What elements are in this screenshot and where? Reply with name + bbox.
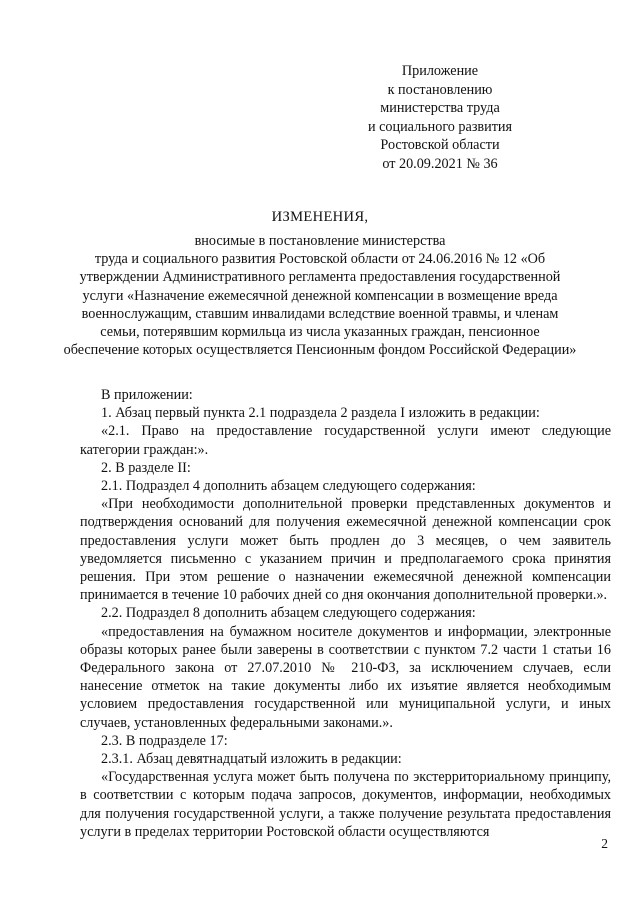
appendix-line: к постановлению: [387, 81, 493, 98]
body-paragraph: 2.1. Подраздел 4 дополнить абзацем следующего содержания:: [101, 478, 476, 495]
page-number: 2: [601, 836, 608, 851]
body-paragraph: 2.2. Подраздел 8 дополнить абзацем следующего содержания:: [101, 605, 476, 622]
subtitle-line: семьи, потерявшим кормильца из числа указанных граждан, пенсионное: [100, 324, 540, 341]
appendix-line: Ростовской области: [380, 137, 500, 154]
document-title: ИЗМЕНЕНИЯ,: [271, 209, 369, 225]
body-paragraph: 2.3. В подразделе 17:: [101, 732, 228, 749]
document-subtitle: [40, 232, 600, 359]
body-paragraph: 2.3.1. Абзац девятнадцатый изложить в редакции:: [101, 751, 402, 768]
body-paragraph: 1. Абзац первый пункта 2.1 подраздела 2 раздела I изложить в редакции:: [101, 405, 540, 422]
subtitle-line: обеспечение которых осуществляется Пенсионным фондом Российской Федерации»: [63, 342, 577, 359]
document-body: [80, 386, 611, 841]
subtitle-line: утверждении Административного регламента предоставления государственной: [79, 269, 561, 286]
subtitle-line: труда и социального развития Ростовской области от 24.06.2016 № 12 «Об: [94, 251, 546, 268]
appendix-line: и социального развития: [367, 118, 513, 135]
body-paragraph: 2. В разделе II:: [101, 459, 191, 476]
body-paragraph: «Государственная услуга может быть получена по экстерриториальному принципу, в соответствии с которым подача запросов, документов, информации, необходимых для получения государственной услуги, а также получение результата предоставления услуги в пределах территории Ростовской области осуществляются: [80, 769, 611, 840]
body-paragraph: «предоставления на бумажном носителе документов и информации, электронные образы которых ранее были заверены в соответствии с пунктом 7.2 части 1 статьи 16 Федерального закона от 27.07.2010 № 210-ФЗ, за исключением случаев, если нанесение отметок на такие документы либо их изъятие является необходимым условием предоставления государственной или муниципальной услуги, и иных случаев, установленных федеральными законами.».: [80, 623, 611, 731]
subtitle-line: военнослужащим, ставшим инвалидами вследствие военной травмы, и членам: [81, 305, 559, 322]
body-paragraph: «2.1. Право на предоставление государственной услуги имеют следующие категории граждан:».: [80, 423, 611, 458]
subtitle-line: вносимые в постановление министерства: [194, 233, 446, 249]
subtitle-line: услуги «Назначение ежемесячной денежной компенсации в возмещение вреда: [82, 287, 558, 304]
body-paragraph: «При необходимости дополнительной проверки представленных документов и подтверждения оснований для получения ежемесячной денежной компенсации срок предоставления услуги может быть продлен до 3 месяцев, о чем заявитель уведомляется письменно с указанием причин и предполагаемого срока принятия решения. При этом решение о назначении ежемесячной денежной компенсации принимается в течение 10 рабочих дней со дня окончания дополнительной проверки.».: [80, 496, 611, 604]
body-paragraph: В приложении:: [101, 387, 193, 403]
appendix-line: Приложение: [401, 63, 479, 79]
appendix-line: от 20.09.2021 № 36: [382, 155, 498, 172]
appendix-line: министерства труда: [380, 100, 500, 117]
appendix-block: [340, 62, 540, 174]
